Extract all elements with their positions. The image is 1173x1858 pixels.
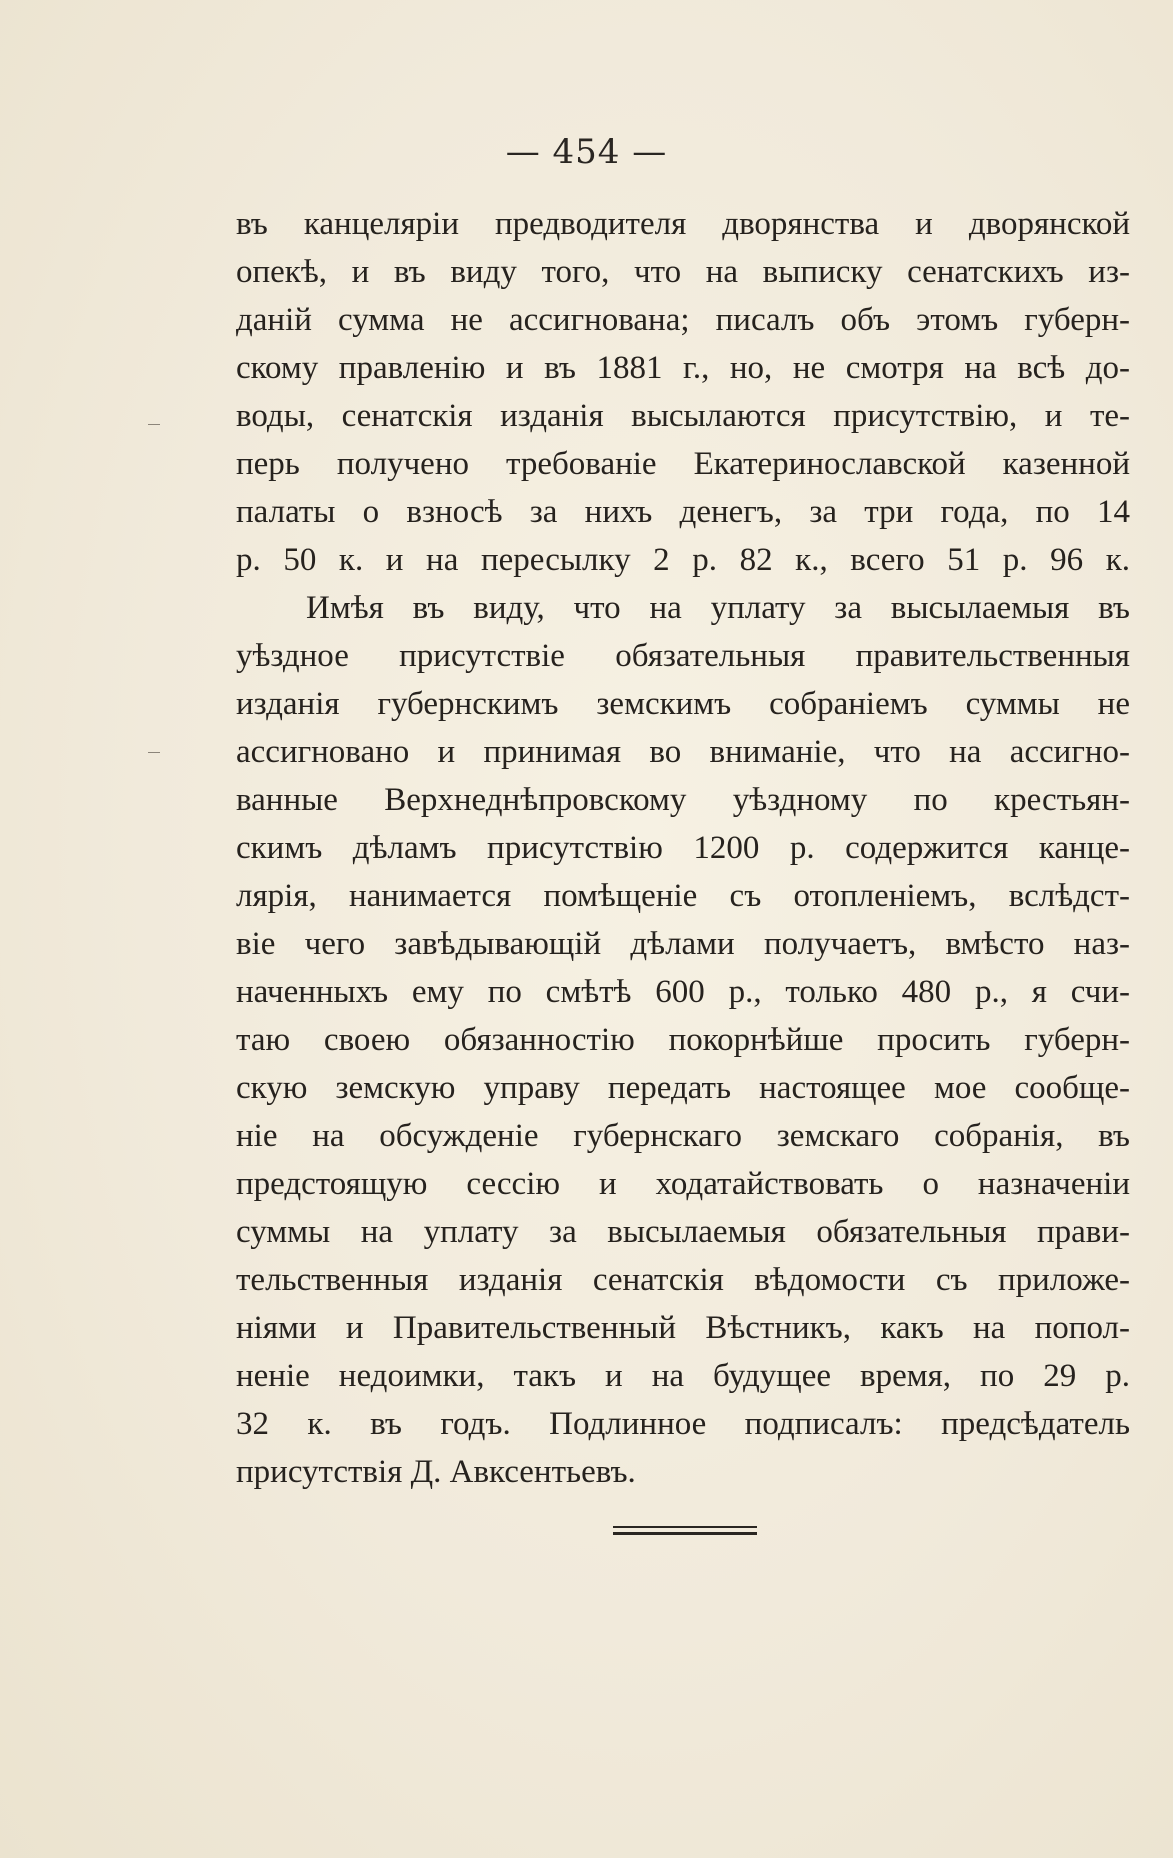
text-line: опекѣ, и въ виду того, что на выписку сенатскихъ из- [236,254,1130,290]
text-line: присутствія Д. Авксентьевъ. [236,1454,636,1490]
margin-mark [148,424,160,425]
text-line: ніями и Правительственный Вѣстникъ, какъ на попол- [236,1310,1130,1346]
text-line: даній сумма не ассигнована; писалъ объ этомъ губерн- [236,302,1130,338]
page-number: — 454 — [505,132,668,172]
text-line: р. 50 к. и на пересылку 2 р. 82 к., всего 51 р. 96 к. [236,542,1130,578]
text-line: скую земскую управу передать настоящее мое сообще- [236,1070,1130,1106]
text-line: уѣздное присутствіе обязательныя правительственныя [236,638,1130,674]
text-line: таю своею обязанностію покорнѣйше просить губерн- [236,1022,1130,1058]
text-line: скому правленію и въ 1881 г., но, не смотря на всѣ до- [236,350,1130,386]
text-line: ассигновано и принимая во вниманіе, что на ассигно- [236,734,1130,770]
text-line: тельственныя изданія сенатскія вѣдомости съ приложе- [236,1262,1130,1298]
text-line: палаты о взносѣ за нихъ денегъ, за три года, по 14 [236,494,1130,530]
text-line: скимъ дѣламъ присутствію 1200 р. содержится канце- [236,830,1130,866]
closing-double-rule [613,1526,757,1535]
text-line: ванные Верхнеднѣпровскому уѣздному по крестьян- [236,782,1130,818]
text-line: 32 к. въ годъ. Подлинное подписалъ: предсѣдатель [236,1406,1130,1442]
body-text [236,200,1130,1496]
text-line: віе чего завѣдывающій дѣлами получаетъ, вмѣсто наз- [236,926,1130,962]
text-line: воды, сенатскія изданія высылаются присутствію, и те- [236,398,1130,434]
text-line: предстоящую сессію и ходатайствовать о назначеніи [236,1166,1130,1202]
text-line: неніе недоимки, такъ и на будущее время, по 29 р. [236,1358,1130,1394]
text-line: наченныхъ ему по смѣтѣ 600 р., только 480 р., я счи- [236,974,1130,1010]
text-line: лярія, нанимается помѣщеніе съ отопленіемъ, вслѣдст- [236,878,1130,914]
text-line: Имѣя въ виду, что на уплату за высылаемыя въ [306,590,1130,626]
text-line: изданія губернскимъ земскимъ собраніемъ суммы не [236,686,1130,722]
text-line: суммы на уплату за высылаемыя обязательныя прави- [236,1214,1130,1250]
text-line: въ канцеляріи предводителя дворянства и дворянской [236,206,1130,242]
text-line: ніе на обсужденіе губернскаго земскаго собранія, въ [236,1118,1130,1154]
margin-mark [148,752,160,753]
text-line: перь получено требованіе Екатеринославской казенной [236,446,1130,482]
